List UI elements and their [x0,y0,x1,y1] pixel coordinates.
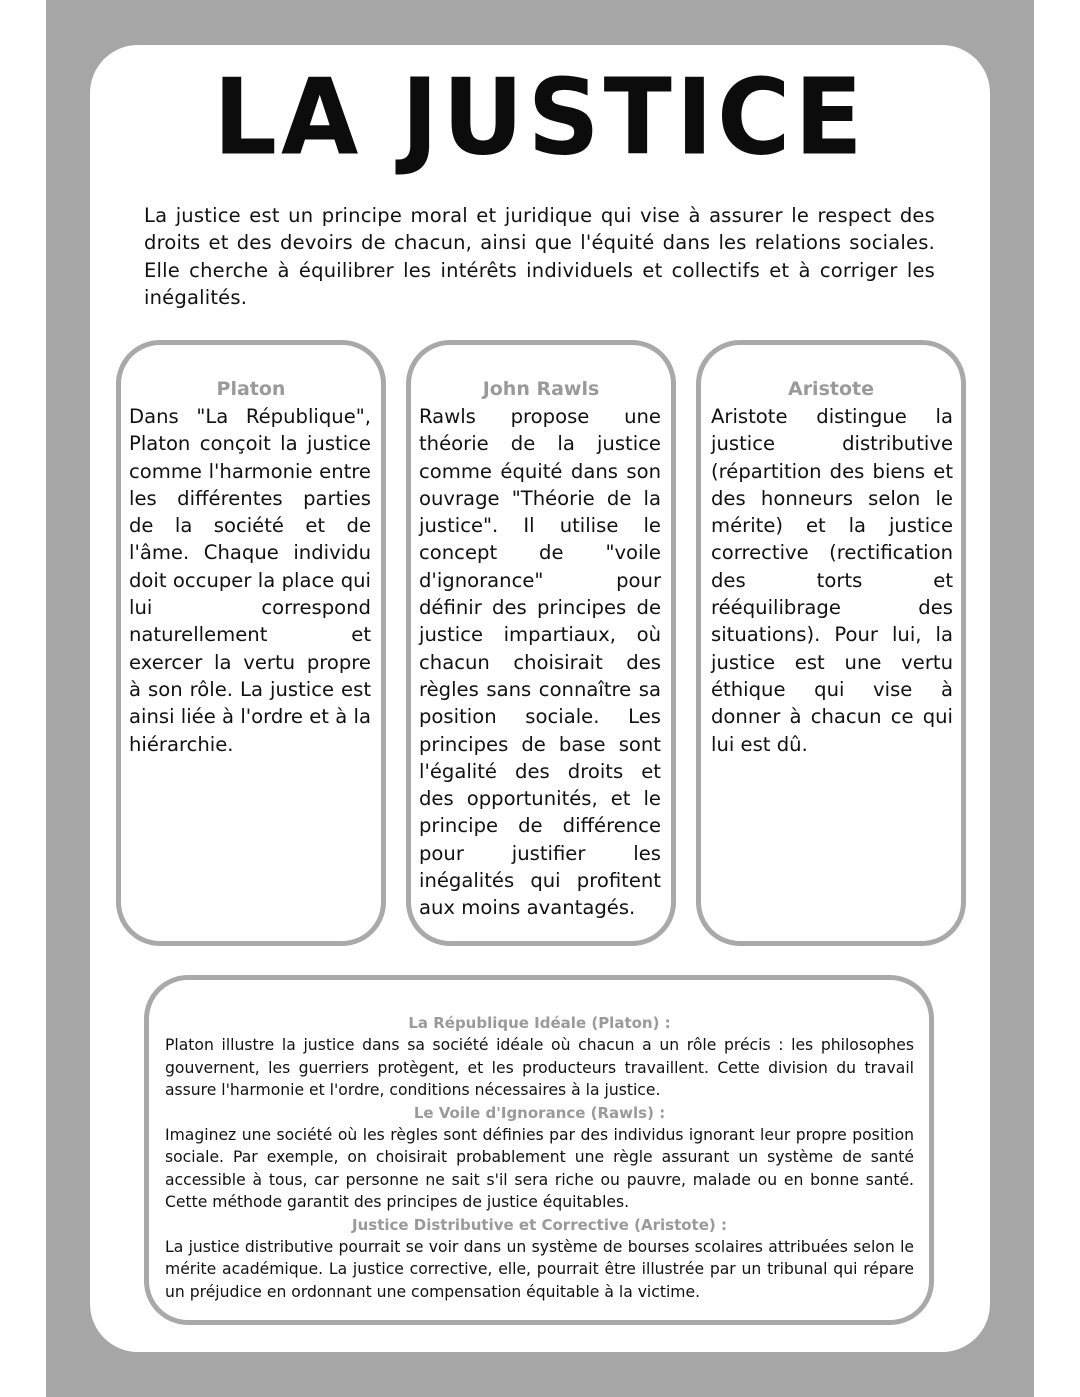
example-text: Imaginez une société où les règles sont définies par des individus ignorant leur propre position sociale. Par exemple, on choisirait probablement une règle assurant un système de santé accessible à tous, car personne ne sait s'il sera riche ou pauvre, malade ou en bonne santé. Cette méthode garantit des principes de justice équitables. [165,1126,914,1212]
example-heading: La République Idéale (Platon) : [408,1014,671,1032]
examples-box [144,975,934,1325]
philosopher-text: Aristote distingue la justice distributive (répartition des biens et des honneurs selon le mérite) et la justice corrective (rectification des torts et rééquilibrage des situations). Pour lui, la justice est une vertu éthique qui vise à donner à chacun ce qui lui est dû. [711,405,953,756]
philosopher-box-aristote [696,340,966,946]
example-text: La justice distributive pourrait se voir dans un système de bourses scolaires attribuées selon le mérite académique. La justice corrective, elle, pourrait être illustrée par un tribunal qui répare un préjudice en ordonnant une compensation équitable à la victime. [165,1238,914,1301]
intro-paragraph: La justice est un principe moral et juridique qui vise à assurer le respect des droits et des devoirs de chacun, ainsi que l'équité dans les relations sociales. Elle cherche à équilibrer les intérêts individuels et collectifs et à corriger les inégalités. [144,204,935,309]
philosopher-name: Aristote [787,378,874,400]
philosopher-name: Platon [216,378,286,400]
philosopher-name: John Rawls [482,378,600,400]
philosopher-text: Dans "La République", Platon conçoit la justice comme l'harmonie entre les différentes parties de la société et de l'âme. Chaque individu doit occuper la place qui lui correspond naturellement et exercer la vertu propre à son rôle. La justice est ainsi liée à l'ordre et à la hiérarchie. [129,405,371,756]
philosopher-box-rawls [406,340,676,946]
philosopher-box-platon [116,340,386,946]
example-heading: Justice Distributive et Corrective (Aristote) : [352,1215,727,1234]
page-title: LA JUSTICE [213,56,867,179]
philosopher-text: Rawls propose une théorie de la justice comme équité dans son ouvrage "Théorie de la justice". Il utilise le concept de "voile d'ignorance" pour définir des principes de justice impartiaux, où chacun choisirait des règles sans connaître sa position sociale. Les principes de base sont l'égalité des droits et des opportunités, et le principe de différence pour justifier les inégalités qui profitent aux moins avantagés. [419,405,661,920]
example-text: Platon illustre la justice dans sa société idéale où chacun a un rôle précis : les philosophes gouvernent, les guerriers protègent, et les producteurs travaillent. Cette division du travail assure l'harmonie et l'ordre, conditions nécessaires à la justice. [165,1036,914,1100]
example-heading: Le Voile d'Ignorance (Rawls) : [413,1103,666,1122]
examples-content [165,1012,914,1303]
